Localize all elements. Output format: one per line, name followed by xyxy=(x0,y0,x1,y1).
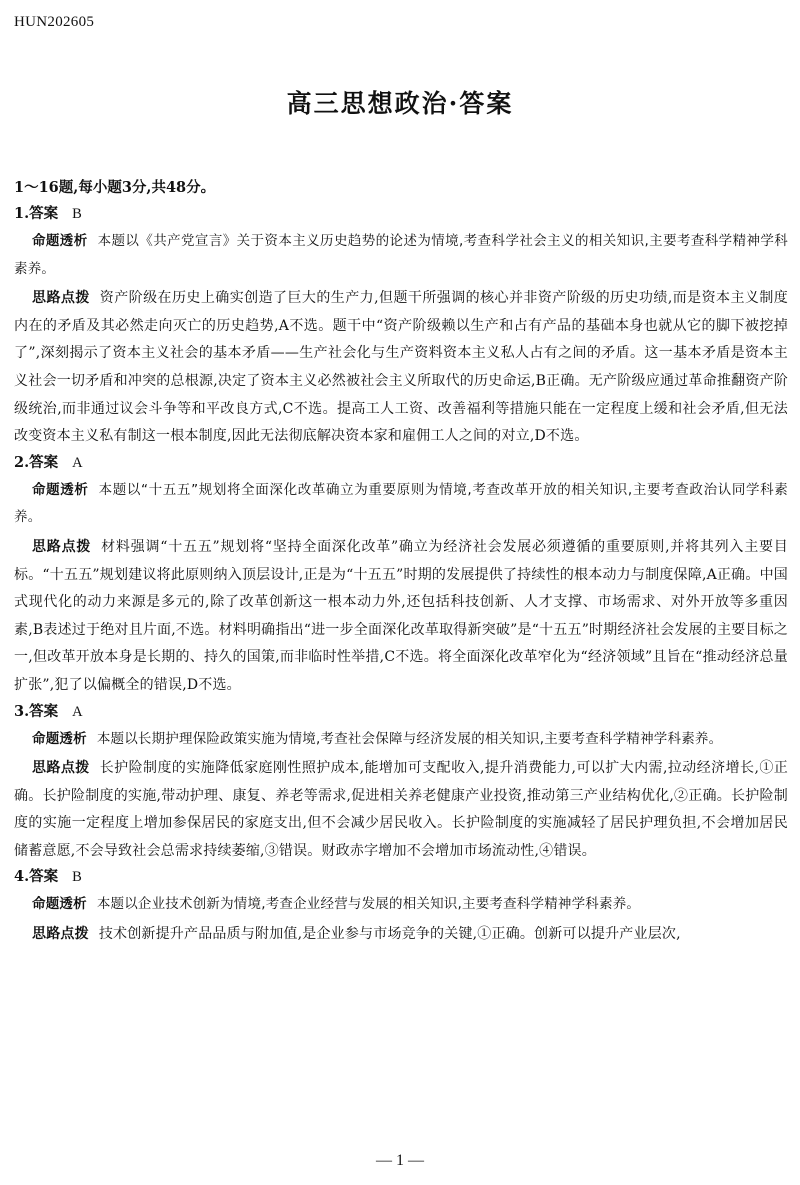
answer-letter: B xyxy=(72,206,82,222)
question-1 xyxy=(14,204,788,451)
hint-label: 思路点拨 xyxy=(32,760,90,777)
analysis-paragraph xyxy=(14,477,788,532)
question-header xyxy=(14,867,788,887)
analysis-label: 命题透析 xyxy=(32,233,88,249)
hint-label: 思路点拨 xyxy=(32,290,90,307)
page-number: — 1 — xyxy=(376,1152,424,1169)
question-number: 2.答案 xyxy=(14,453,59,471)
analysis-text: 本题以企业技术创新为情境,考查企业经营与发展的相关知识,主要考查科学精神学科素养。 xyxy=(96,896,641,913)
section-intro: 1～16题,每小题3分,共48分。 xyxy=(14,179,216,196)
hint-text: 长护险制度的实施降低家庭刚性照护成本,能增加可支配收入,提升消费能力,可以扩大内需,拉动经济增长,①正确。长护险制度的实施,带动护理、康复、养老等需求,促进相关养老健康产业投资,推动第三产业结构优化,②正确。长护险制度的实施一定程度上增加参保居民的家庭支出,但不会减少居民收入。长护险制度的实施减轻了居民护理负担,不会增加居民储蓄意愿,不会导致社会总需求持续萎缩,③错误。财政赤字增加不会增加市场流动性,④错误。 xyxy=(14,760,788,859)
hint-label: 思路点拨 xyxy=(32,926,89,943)
question-3 xyxy=(14,702,788,866)
analysis-label: 命题透析 xyxy=(32,896,87,913)
hint-text: 材料强调“十五五”规划将“坚持全面深化改革”确立为经济社会发展必须遵循的重要原则,并将其列入主要目标。“十五五”规划建议将此原则纳入顶层设计,正是为“十五五”时期的发展提供了持续性的根本动力与制度保障,A正确。中国式现代化的动力来源是多元的,除了改革创新这一根本动力外,还包括科技创新、人才支撑、市场需求、对外开放等多重因素,B表述过于绝对且片面,不选。材料明确指出“进一步全面深化改革取得新突破”是“十五五”时期经济社会发展的主要目标之一,但改革开放本身是长期的、持久的国策,而非临时性举措,C不选。将全面深化改革窄化为“经济领域”且旨在“推动经济总量扩张”,犯了以偏概全的错误,D不选。 xyxy=(14,538,788,693)
hint-paragraph xyxy=(14,921,788,949)
question-header xyxy=(14,453,788,473)
question-number: 4.答案 xyxy=(14,868,59,886)
hint-paragraph xyxy=(14,755,788,865)
analysis-paragraph xyxy=(14,726,788,754)
question-number: 1.答案 xyxy=(14,205,59,222)
question-4 xyxy=(14,867,788,948)
answer-letter: B xyxy=(72,869,82,886)
question-header xyxy=(14,204,788,224)
question-header xyxy=(14,702,788,722)
analysis-text: 本题以“十五五”规划将全面深化改革确立为重要原则为情境,考查改革开放的相关知识,主要考查政治认同学科素养。 xyxy=(14,481,788,526)
analysis-text: 本题以《共产党宣言》关于资本主义历史趋势的论述为情境,考查科学社会主义的相关知识,主要考查科学精神学科素养。 xyxy=(14,233,788,277)
analysis-text: 本题以长期护理保险政策实施为情境,考查社会保障与经济发展的相关知识,主要考查科学精神学科素养。 xyxy=(96,730,723,747)
answer-letter: A xyxy=(72,454,83,471)
document-code: HUN202605 xyxy=(14,14,95,30)
analysis-paragraph xyxy=(14,228,788,283)
hint-paragraph xyxy=(14,534,788,700)
hint-paragraph xyxy=(14,285,788,451)
question-number: 3.答案 xyxy=(14,702,59,720)
analysis-label: 命题透析 xyxy=(32,730,87,747)
analysis-paragraph xyxy=(14,891,788,919)
hint-text: 资产阶级在历史上确实创造了巨大的生产力,但题干所强调的核心并非资产阶级的历史功绩,而是资本主义制度内在的矛盾及其必然走向灭亡的历史趋势,A不选。题干中“资产阶级赖以生产和占有产品的基础本身也就从它的脚下被挖掉了”,深刻揭示了资本主义社会的基本矛盾——生产社会化与生产资料资本主义私人占有之间的矛盾。这一基本矛盾是资本主义社会一切矛盾和冲突的总根源,决定了资本主义必然被社会主义所取代的历史命运,B正确。无产阶级应通过革命推翻资产阶级统治,而非通过议会斗争等和平改良方式,C不选。提高工人工资、改善福利等措施只能在一定程度上缓和社会矛盾,但无法改变资本主义私有制这一根本制度,因此无法彻底解决资本家和雇佣工人之间的对立,D不选。 xyxy=(14,290,788,445)
answer-letter: A xyxy=(72,703,83,720)
question-2 xyxy=(14,453,788,700)
analysis-label: 命题透析 xyxy=(32,481,89,498)
hint-text: 技术创新提升产品品质与附加值,是企业参与市场竞争的关键,①正确。创新可以提升产业层次, xyxy=(98,926,681,943)
hint-label: 思路点拨 xyxy=(32,538,92,555)
page-title: 高三思想政治·答案 xyxy=(286,89,514,118)
answer-content xyxy=(14,178,788,951)
